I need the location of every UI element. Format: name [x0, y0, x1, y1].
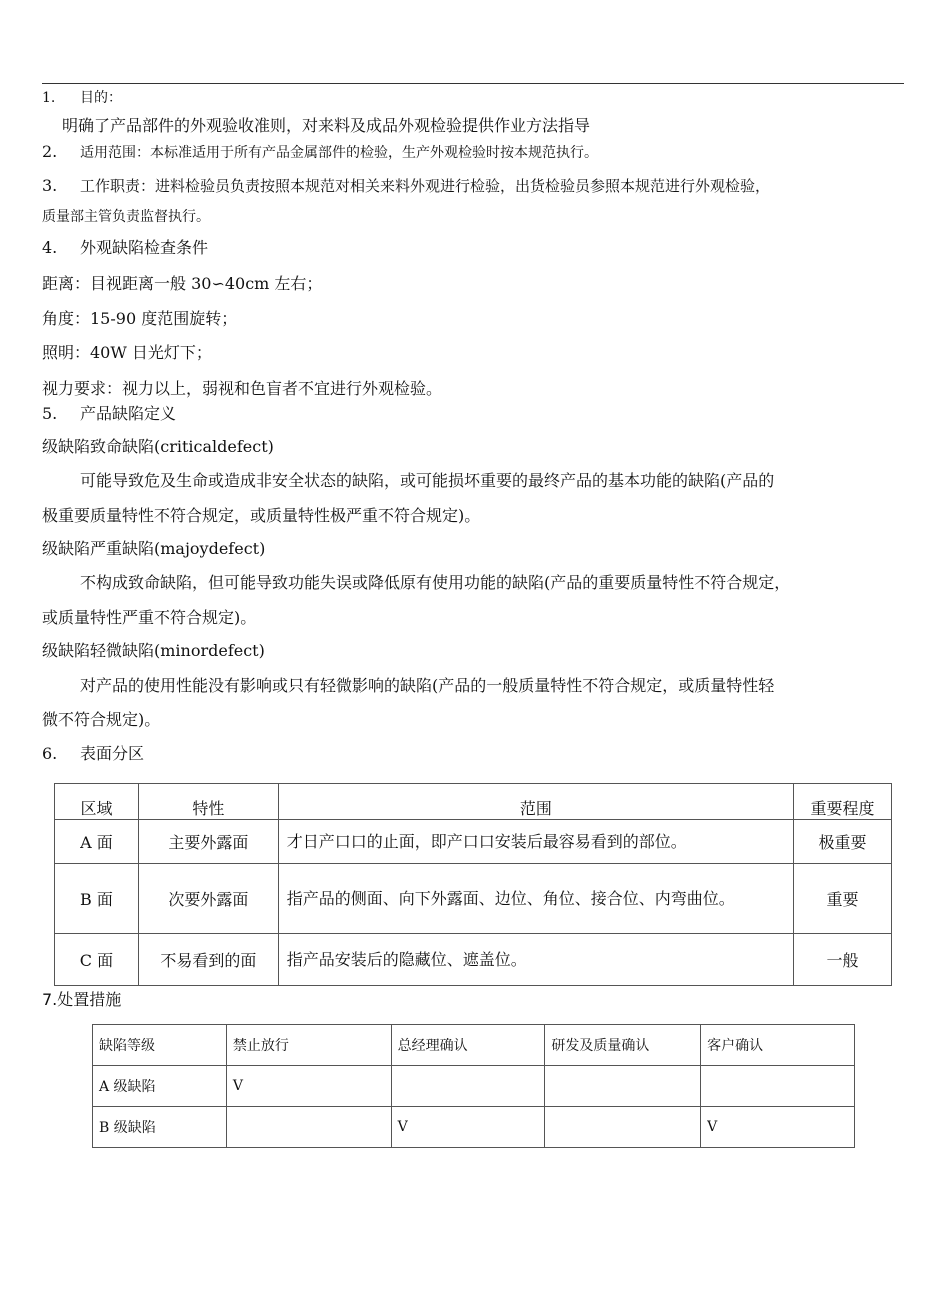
table-cell: V: [701, 1107, 855, 1148]
table-cell: A 面: [55, 820, 139, 864]
condition-vision: 视力要求：视力以上，弱视和色盲者不宜进行外观检验。: [42, 379, 443, 398]
table-cell: B 面: [55, 864, 139, 934]
section-1-heading: 1. 目的：: [42, 90, 122, 106]
table-cell: 重要: [794, 864, 892, 934]
table-cell: 才日产口口的止面，即产口口安装后最容易看到的部位。: [278, 820, 793, 864]
table-header-row: [93, 1025, 855, 1066]
table-cell: [701, 1066, 855, 1107]
section-1-text: 明确了产品部件的外观验收准则，对来料及成品外观检验提供作业方法指导: [62, 116, 591, 135]
header-cell: 总经理确认: [391, 1025, 545, 1066]
header-cell: 缺陷等级: [93, 1025, 227, 1066]
disposal-table: [92, 1024, 855, 1148]
table-cell: 不易看到的面: [138, 934, 278, 986]
table-row: [93, 1066, 855, 1107]
section-5-heading: 5. 产品缺陷定义: [42, 404, 177, 423]
section-3: 3. 工作职责：进料检验员负责按照本规范对相关来料外观进行检验，出货检验员参照本规范进行外观检验，: [42, 176, 771, 195]
table-row: [55, 820, 892, 864]
section-2: 2. 适用范围：本标准适用于所有产品金属部件的检验，生产外观检验时按本规范执行。: [42, 142, 598, 161]
condition-lighting: 照明：40W 日光灯下；: [42, 343, 212, 362]
table-cell: [545, 1066, 701, 1107]
header-rule: [42, 83, 904, 84]
minor-defect-text-cont: 微不符合规定)。: [42, 710, 161, 729]
table-cell: 主要外露面: [138, 820, 278, 864]
table-cell: V: [226, 1066, 391, 1107]
table-cell: [391, 1066, 545, 1107]
section-6-heading: 6. 表面分区: [42, 744, 145, 763]
critical-defect-heading: 级缺陷致命缺陷(criticaldefect): [42, 437, 274, 456]
header-cell: 重要程度: [794, 784, 892, 820]
table-row: [93, 1107, 855, 1148]
minor-defect-heading: 级缺陷轻微缺陷(minordefect): [42, 641, 265, 660]
minor-defect-text: 对产品的使用性能没有影响或只有轻微影响的缺陷(产品的一般质量特性不符合规定，或质量特性轻: [80, 676, 775, 695]
table-cell: [226, 1107, 391, 1148]
section-7-heading: 7.处置措施: [42, 990, 122, 1009]
table-row: [55, 864, 892, 934]
table-cell: [545, 1107, 701, 1148]
table-cell: 极重要: [794, 820, 892, 864]
section-3-cont: 质量部主管负责监督执行。: [42, 209, 210, 225]
table-row: [55, 934, 892, 986]
header-cell: 研发及质量确认: [545, 1025, 701, 1066]
table-cell: B 级缺陷: [93, 1107, 227, 1148]
condition-distance: 距离：目视距离一般 30∽40cm 左右；: [42, 274, 323, 293]
table-cell: 指产品的侧面、向下外露面、边位、角位、接合位、内弯曲位。: [278, 864, 793, 934]
header-cell: 客户确认: [701, 1025, 855, 1066]
header-cell: 区域: [55, 784, 139, 820]
section-4-heading: 4. 外观缺陷检查条件: [42, 238, 209, 257]
table-cell: V: [391, 1107, 545, 1148]
header-cell: 范围: [278, 784, 793, 820]
critical-defect-text-cont: 极重要质量特性不符合规定，或质量特性极严重不符合规定)。: [42, 506, 481, 525]
condition-angle: 角度：15-90 度范围旋转；: [42, 309, 238, 328]
table-cell: C 面: [55, 934, 139, 986]
major-defect-text: 不构成致命缺陷，但可能导致功能失误或降低原有使用功能的缺陷(产品的重要质量特性不符合规定，: [80, 573, 791, 592]
table-cell: A 级缺陷: [93, 1066, 227, 1107]
table-cell: 指产品安装后的隐藏位、遮盖位。: [278, 934, 793, 986]
table-cell: 一般: [794, 934, 892, 986]
major-defect-text-cont: 或质量特性严重不符合规定)。: [42, 608, 257, 627]
major-defect-heading: 级缺陷严重缺陷(majoydefect): [42, 539, 266, 558]
table-header-row: [55, 784, 892, 820]
header-cell: 禁止放行: [226, 1025, 391, 1066]
critical-defect-text: 可能导致危及生命或造成非安全状态的缺陷，或可能损坏重要的最终产品的基本功能的缺陷(产品的: [80, 471, 775, 490]
header-cell: 特性: [138, 784, 278, 820]
surface-zone-table: [54, 783, 892, 986]
table-cell: 次要外露面: [138, 864, 278, 934]
